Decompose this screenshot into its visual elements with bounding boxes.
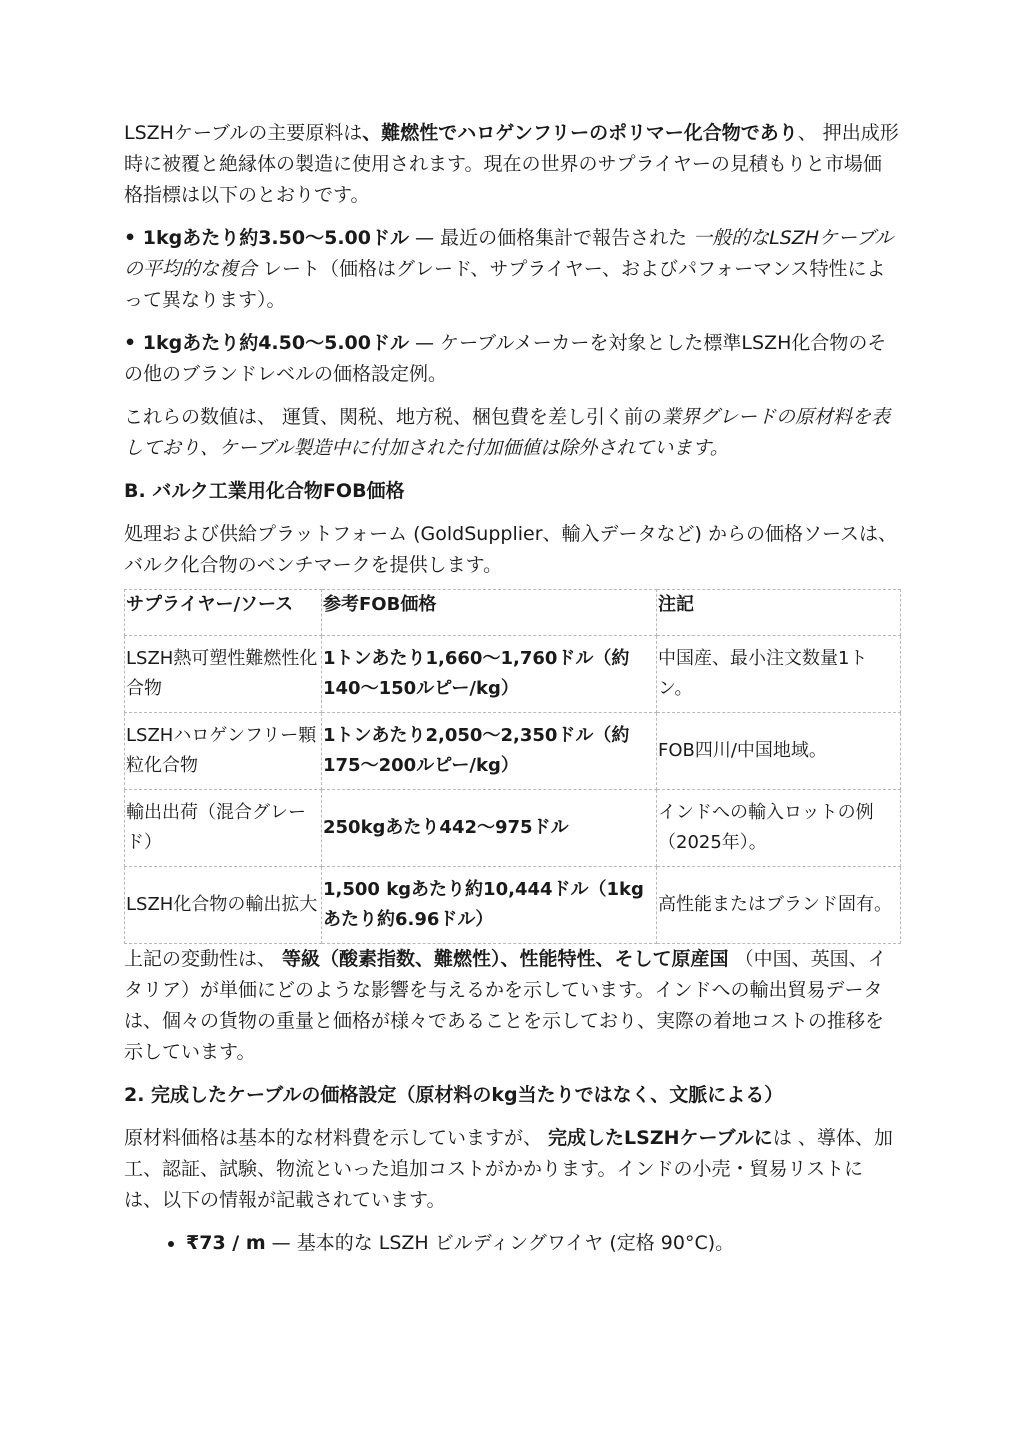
price-bullet-1-bold: • 1kgあたり約3.50〜5.00ドル xyxy=(124,227,409,249)
table-cell-note: 中国産、最小注文数量1トン。 xyxy=(657,636,901,713)
note-paragraph xyxy=(124,402,900,464)
table-cell-price: 1トンあたり2,050〜2,350ドル（約175〜200ルピー/kg） xyxy=(322,713,657,790)
intro-paragraph xyxy=(124,118,900,211)
table-header-row xyxy=(125,590,901,636)
list-item-price: ₹73 / m xyxy=(186,1232,266,1254)
variability-text: 上記の変動性は、 xyxy=(124,948,283,970)
table-row xyxy=(125,636,901,713)
price-bullet-1-italic: 一般的なLSZHケーブルの平均的な複合 xyxy=(124,227,894,280)
cable-price-list xyxy=(124,1228,900,1259)
price-bullet-1-text: — 最近の価格集計で報告された xyxy=(408,227,694,249)
section-2-bold: 完成したLSZHケーブルに xyxy=(548,1127,773,1149)
fob-price-table xyxy=(124,589,901,944)
table-cell-source: LSZH化合物の輸出拡大 xyxy=(125,867,322,944)
variability-paragraph xyxy=(124,944,900,1068)
price-bullet-2 xyxy=(124,328,900,390)
variability-text-2: （中国、英国、イタリア）が単価にどのような影響を与えるかを示しています。インドへの輸出貿易データは、個々の貨物の重量と価格が様々であることを示しており、実際の着地コストの推移を示しています。 xyxy=(124,948,887,1063)
table-header-cell: 注記 xyxy=(657,590,901,636)
note-italic: 業界グレードの原材料を表しており、ケーブル製造中に付加された付加価値は除外されています。 xyxy=(124,406,891,459)
table-header-cell: サプライヤー/ソース xyxy=(125,590,322,636)
table-cell-source: LSZH熱可塑性難燃性化合物 xyxy=(125,636,322,713)
price-bullet-2-text: — ケーブルメーカーを対象とした標準LSZH化合物のその他のブランドレベルの価格設定例。 xyxy=(124,332,887,385)
variability-bold: 等級（酸素指数、難燃性）、性能特性、そして原産国 xyxy=(282,948,729,970)
table-cell-note: 高性能またはブランド固有。 xyxy=(657,867,901,944)
price-bullet-2-bold: • 1kgあたり約4.50〜5.00ドル xyxy=(124,332,409,354)
table-row xyxy=(125,867,901,944)
section-2-text-2: は 、導体、加工、認証、試験、物流といった追加コストがかかります。インドの小売・貿易リストには、以下の情報が記載されています。 xyxy=(124,1127,893,1211)
intro-text-2: 、 押出成形時に被覆と絶縁体の製造に使用されます。現在の世界のサプライヤーの見積もりと市場価格指標は以下のとおりです。 xyxy=(124,122,899,206)
table-cell-price: 1トンあたり1,660〜1,760ドル（約140〜150ルピー/kg） xyxy=(322,636,657,713)
section-2-heading: 2. 完成したケーブルの価格設定（原材料のkg当たりではなく、文脈による） xyxy=(124,1084,784,1106)
table-cell-price: 250kgあたり442〜975ドル xyxy=(322,790,657,867)
table-cell-source: 輸出出荷（混合グレード） xyxy=(125,790,322,867)
list-item-text: — 基本的な LSZH ビルディングワイヤ (定格 90°C)。 xyxy=(265,1232,735,1254)
price-bullet-1 xyxy=(124,223,900,316)
section-2-text: 原材料価格は基本的な材料費を示していますが、 xyxy=(124,1127,549,1149)
section-2-paragraph xyxy=(124,1123,900,1216)
list-item xyxy=(186,1228,900,1259)
table-cell-source: LSZHハロゲンフリー顆粒化合物 xyxy=(125,713,322,790)
intro-bold: 、難燃性でハロゲンフリーのポリマー化合物であり xyxy=(362,122,798,144)
table-cell-price: 1,500 kgあたり約10,444ドル（1kgあたり約6.96ドル） xyxy=(322,867,657,944)
table-cell-note: FOB四川/中国地域。 xyxy=(657,713,901,790)
document-page xyxy=(124,118,900,1259)
note-text: これらの数値は、 運賃、関税、地方税、梱包費を差し引く前の xyxy=(124,406,663,428)
table-cell-note: インドへの輸入ロットの例（2025年）。 xyxy=(657,790,901,867)
table-row xyxy=(125,790,901,867)
intro-text-1: LSZHケーブルの主要原料は xyxy=(124,122,363,144)
price-bullet-1-text-2: レート（価格はグレード、サプライヤー、およびパフォーマンス特性によって異なります）。 xyxy=(124,258,886,311)
section-b-paragraph: 処理および供給プラットフォーム (GoldSupplier、輸入データなど) からの価格ソースは、バルク化合物のベンチマークを提供します。 xyxy=(124,523,898,576)
table-header-cell: 参考FOB価格 xyxy=(322,590,657,636)
table-row xyxy=(125,713,901,790)
section-b-heading: B. バルク工業用化合物FOB価格 xyxy=(124,480,405,502)
